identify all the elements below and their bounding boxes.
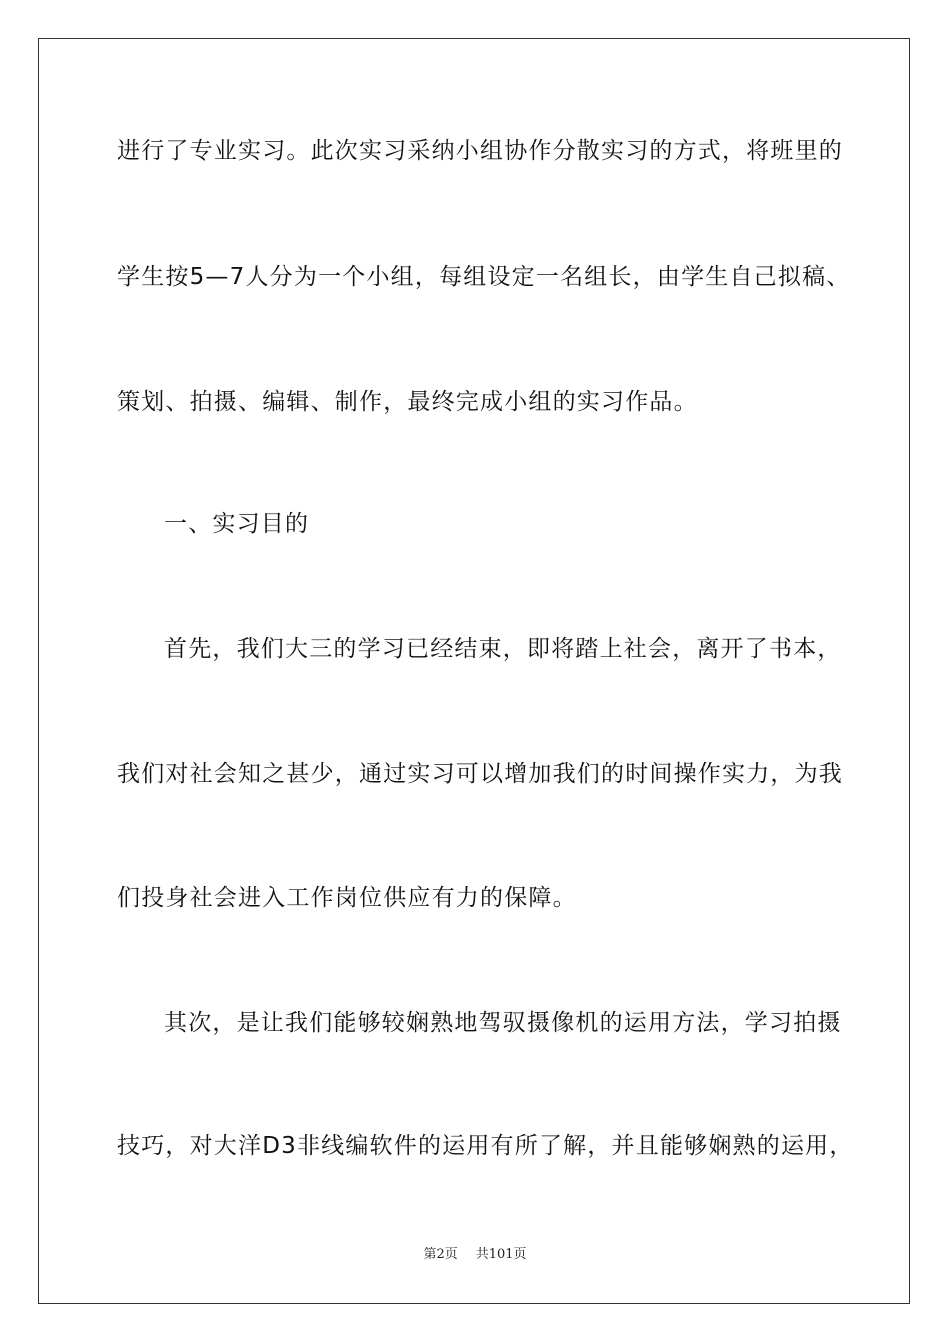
- body-text-line: 我们对社会知之甚少，通过实习可以增加我们的时间操作实力，为我: [117, 761, 843, 787]
- body-text-line: 们投身社会进入工作岗位供应有力的保障。: [117, 885, 577, 911]
- page-number: 第2页: [423, 1247, 458, 1262]
- page-footer: [0, 1243, 950, 1262]
- body-text-line: 技巧，对大洋D3非线编软件的运用有所了解，并且能够娴熟的运用，: [117, 1133, 854, 1159]
- body-text-line: 进行了专业实习。此次实习采纳小组协作分散实习的方式，将班里的: [117, 138, 843, 164]
- body-text-line: 首先，我们大三的学习已经结束，即将踏上社会，离开了书本，: [164, 636, 842, 662]
- page-total: 共101页: [475, 1247, 527, 1262]
- body-text-line: 其次，是让我们能够较娴熟地驾驭摄像机的运用方法，学习拍摄: [164, 1010, 842, 1036]
- body-text-line: 策划、拍摄、编辑、制作，最终完成小组的实习作品。: [117, 389, 698, 415]
- body-text-line: 学生按5—7人分为一个小组，每组设定一名组长，由学生自己拟稿、: [117, 264, 851, 290]
- page-border: [38, 38, 910, 1304]
- section-heading: 一、实习目的: [164, 511, 310, 537]
